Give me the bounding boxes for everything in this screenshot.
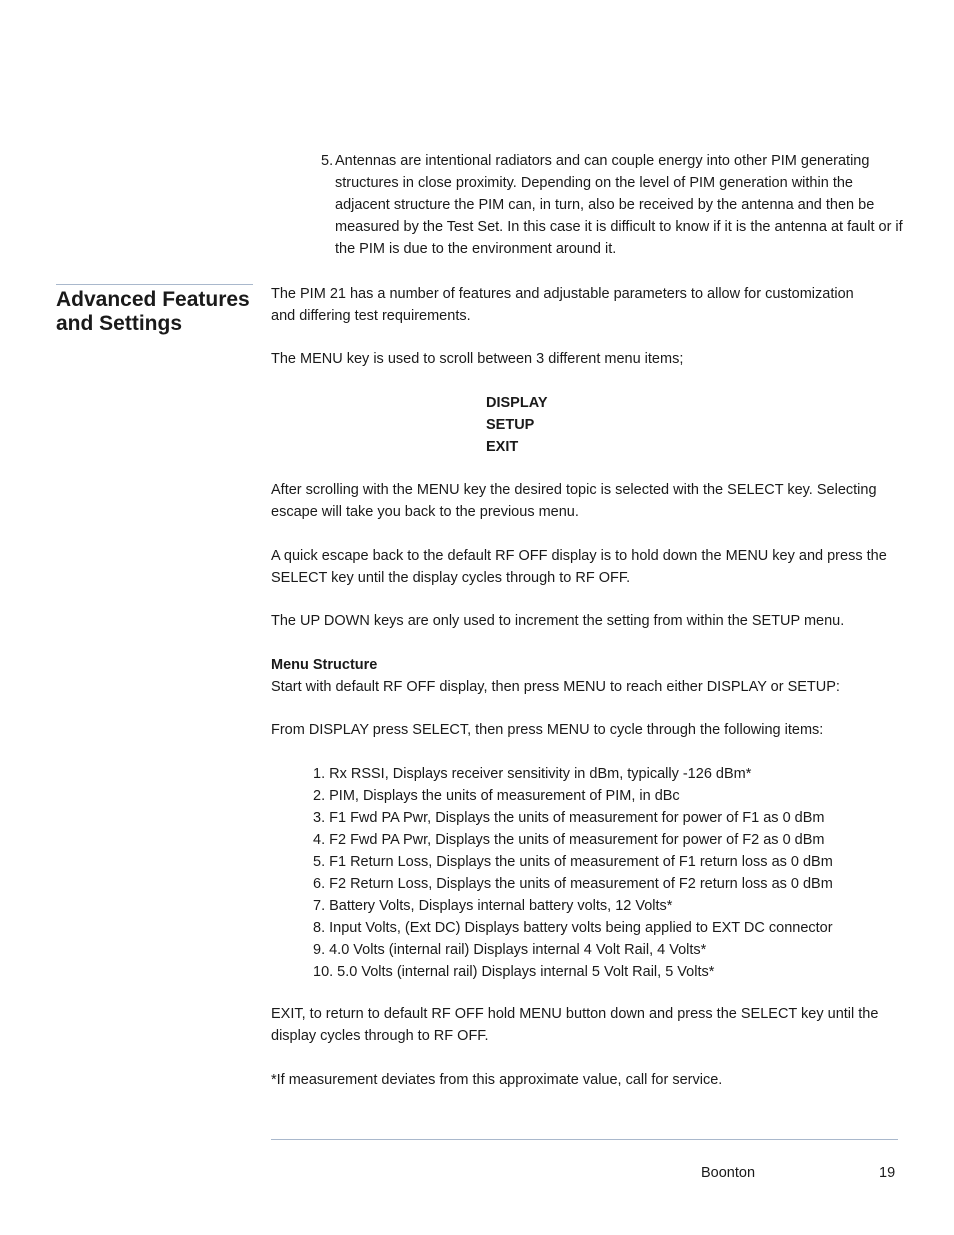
footer-rule (271, 1139, 898, 1140)
paragraph-menu-structure: Start with default RF OFF display, then press MENU to reach either DISPLAY or SETUP: (271, 679, 840, 695)
intro-list-item (321, 150, 905, 260)
section-heading-rule (56, 284, 253, 285)
list-item-number: 5. (321, 153, 334, 169)
menu-item-setup: SETUP (486, 417, 535, 433)
paragraph-display-select: From DISPLAY press SELECT, then press MENU to cycle through the following items: (271, 722, 824, 738)
paragraph-quick-escape: A quick escape back to the default RF OFF display is to hold down the MENU key and press the SELECT key until the display cycles through to RF OFF. (271, 548, 887, 586)
list-item: 9. 4.0 Volts (internal rail) Displays internal 4 Volt Rail, 4 Volts* (313, 942, 707, 958)
menu-items-list (486, 392, 548, 458)
paragraph-up-down-keys: The UP DOWN keys are only used to increment the setting from within the SETUP menu. (271, 613, 845, 629)
paragraph-menu-key: The MENU key is used to scroll between 3 different menu items; (271, 351, 684, 367)
paragraph-exit: EXIT, to return to default RF OFF hold MENU button down and press the SELECT key until the display cycles through to RF OFF. (271, 1006, 879, 1044)
list-item: 8. Input Volts, (Ext DC) Displays battery volts being applied to EXT DC connector (313, 920, 833, 936)
page-number: 19 (879, 1165, 896, 1181)
list-item: 5. F1 Return Loss, Displays the units of measurement of F1 return loss as 0 dBm (313, 854, 833, 870)
list-item: 7. Battery Volts, Displays internal battery volts, 12 Volts* (313, 898, 673, 914)
list-item: 10. 5.0 Volts (internal rail) Displays internal 5 Volt Rail, 5 Volts* (313, 964, 715, 980)
list-item: 3. F1 Fwd PA Pwr, Displays the units of measurement for power of F1 as 0 dBm (313, 810, 825, 826)
section-heading-line-1: Advanced Features (56, 288, 250, 311)
list-item-text: Antennas are intentional radiators and can couple energy into other PIM generating structures in close proximity. Depending on the level of PIM generation within the adjacent structure the PIM can, in turn, also be received by the antenna and then be measured by the Test Set. In this case it is difficult to know if it is the antenna at fault or if the PIM is due to the environment around it. (335, 153, 903, 257)
paragraph-footnote: *If measurement deviates from this approximate value, call for service. (271, 1072, 723, 1088)
menu-structure-heading: Menu Structure (271, 657, 378, 673)
list-item: 4. F2 Fwd PA Pwr, Displays the units of measurement for power of F2 as 0 dBm (313, 832, 825, 848)
list-item: 2. PIM, Displays the units of measurement of PIM, in dBc (313, 788, 680, 804)
menu-item-display: DISPLAY (486, 395, 548, 411)
paragraph-intro: The PIM 21 has a number of features and adjustable parameters to allow for customization and differing test requirements. (271, 286, 854, 324)
section-heading (56, 288, 256, 336)
display-items-list (313, 763, 833, 983)
section-heading-line-2: and Settings (56, 312, 183, 335)
footer-company: Boonton (701, 1165, 756, 1181)
menu-item-exit: EXIT (486, 439, 519, 455)
list-item: 1. Rx RSSI, Displays receiver sensitivity in dBm, typically -126 dBm* (313, 766, 752, 782)
paragraph-select-key: After scrolling with the MENU key the desired topic is selected with the SELECT key. Selecting escape will take you back to the previous menu. (271, 482, 877, 520)
list-item: 6. F2 Return Loss, Displays the units of measurement of F2 return loss as 0 dBm (313, 876, 833, 892)
